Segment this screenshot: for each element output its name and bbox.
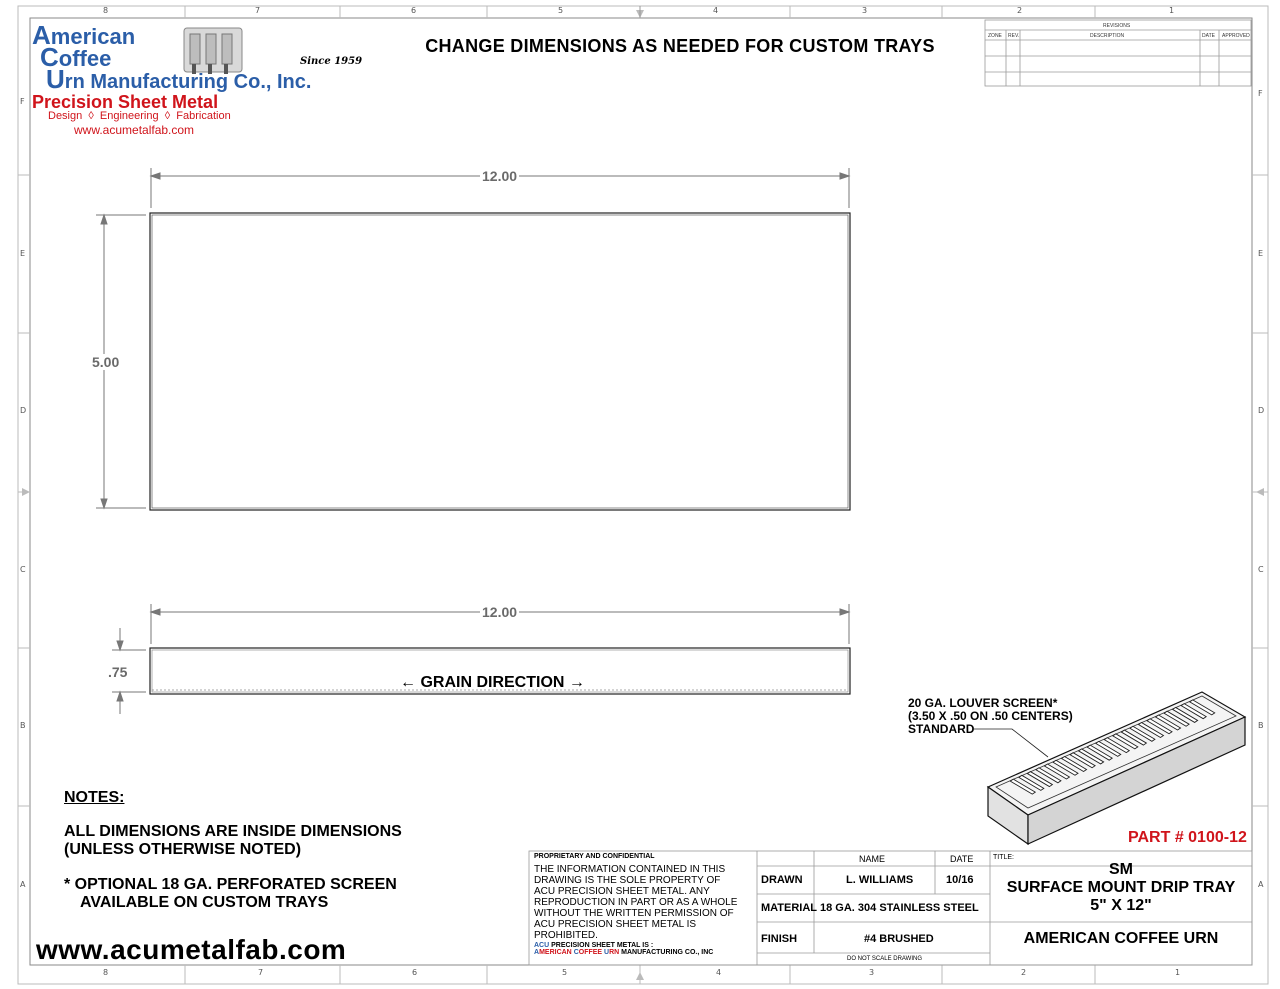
zone-left-E: E: [20, 249, 26, 258]
zone-right-A: A: [1258, 880, 1264, 889]
acu-is-line: ACU PRECISION SHEET METAL IS :: [534, 942, 654, 949]
zone-bottom-8: 8: [103, 968, 109, 977]
zone-left-B: B: [20, 721, 26, 730]
logo-url: www.acumetalfab.com: [74, 123, 195, 137]
zone-bottom-1: 1: [1175, 968, 1181, 977]
notes-block: [64, 789, 402, 912]
zone-top-1: 1: [1169, 6, 1175, 15]
proprietary-line-2: DRAWING IS THE SOLE PROPERTY OF: [534, 875, 721, 886]
revisions-date-col: DATE: [1202, 33, 1215, 39]
name-column-header: NAME: [859, 854, 886, 864]
side-length-dim: 12.00: [482, 604, 518, 620]
louver-callout: [908, 697, 1073, 736]
material-label: MATERIAL: [761, 902, 818, 914]
zone-top-8: 8: [103, 6, 109, 15]
note-2b: AVAILABLE ON CUSTOM TRAYS: [80, 894, 329, 911]
zone-top-5: 5: [558, 6, 564, 15]
revisions-approved-col: APPROVED: [1222, 33, 1250, 39]
revisions-title: REVISIONS: [1103, 23, 1131, 29]
proprietary-line-3: ACU PRECISION SHEET METAL. ANY: [534, 886, 710, 897]
acu-company-line: AMERICAN COFFEE URN MANUFACTURING CO., INC: [534, 949, 714, 956]
proprietary-line-4: REPRODUCTION IN PART OR AS A WHOLE: [534, 897, 738, 908]
note-1b: (UNLESS OTHERWISE NOTED): [64, 841, 302, 858]
drawing-title: [990, 861, 1252, 915]
drawing-title-line-3: 5" X 12": [1090, 897, 1152, 914]
grain-direction-label: ← GRAIN DIRECTION →: [400, 674, 585, 691]
zone-bottom-2: 2: [1021, 968, 1027, 977]
zone-top-4: 4: [713, 6, 719, 15]
zone-bottom-5: 5: [562, 968, 568, 977]
drawn-date: 10/16: [946, 874, 974, 886]
zone-left-A: A: [20, 880, 26, 889]
zone-left-D: D: [20, 406, 27, 415]
logo-since: Since 1959: [300, 56, 363, 67]
revisions-rev-col: REV.: [1008, 33, 1020, 39]
callout-line-1: 20 GA. LOUVER SCREEN*: [908, 696, 1058, 710]
revisions-zone-col: ZONE: [988, 33, 1002, 39]
logo-line-coffee: Coffee: [40, 42, 112, 72]
title-label: TITLE:: [993, 854, 1015, 861]
page-title: CHANGE DIMENSIONS AS NEEDED FOR CUSTOM TRAYS: [425, 36, 935, 56]
scale-note: DO NOT SCALE DRAWING: [847, 956, 923, 962]
zone-right-F: F: [1258, 89, 1263, 98]
website-link[interactable]: www.acumetalfab.com: [36, 934, 347, 965]
drawing-title-line-1: SM: [1109, 861, 1133, 878]
company-logo: [32, 20, 372, 140]
note-1a: ALL DIMENSIONS ARE INSIDE DIMENSIONS: [64, 823, 402, 840]
proprietary-block: [534, 853, 756, 956]
company-name: AMERICAN COFFEE URN: [1023, 930, 1219, 947]
logo-tagline: Precision Sheet Metal: [32, 92, 219, 112]
zone-right-E: E: [1258, 249, 1264, 258]
zone-bottom-3: 3: [869, 968, 875, 977]
zone-right-B: B: [1258, 721, 1264, 730]
zone-bottom-7: 7: [258, 968, 264, 977]
top-length-dim: 12.00: [482, 168, 518, 184]
zone-right-D: D: [1258, 406, 1265, 415]
zone-right-C: C: [1258, 565, 1264, 574]
finish-label: FINISH: [761, 933, 798, 945]
drawn-name: L. WILLIAMS: [846, 874, 914, 886]
note-2a: * OPTIONAL 18 GA. PERFORATED SCREEN: [64, 876, 397, 893]
zone-top-2: 2: [1017, 6, 1023, 15]
proprietary-line-7: PROHIBITED.: [534, 930, 598, 941]
revisions-description-col: DESCRIPTION: [1090, 33, 1125, 39]
logo-line-urn: Urn Manufacturing Co., Inc.: [46, 64, 312, 94]
proprietary-line-6: ACU PRECISION SHEET METAL IS: [534, 919, 697, 930]
callout-line-2: (3.50 X .50 ON .50 CENTERS): [908, 709, 1073, 723]
logo-services: Design ◊ Engineering ◊ Fabrication: [48, 110, 231, 122]
zone-bottom-4: 4: [716, 968, 722, 977]
material-value: 18 GA. 304 STAINLESS STEEL: [820, 902, 979, 914]
zone-bottom-6: 6: [412, 968, 418, 977]
drawing-title-line-2: SURFACE MOUNT DRIP TRAY: [1006, 879, 1236, 896]
drawn-label: DRAWN: [761, 874, 803, 886]
zone-top-6: 6: [411, 6, 417, 15]
zone-top-7: 7: [255, 6, 261, 15]
proprietary-line-5: WITHOUT THE WRITTEN PERMISSION OF: [534, 908, 734, 919]
proprietary-line-1: THE INFORMATION CONTAINED IN THIS: [534, 864, 726, 875]
proprietary-heading: PROPRIETARY AND CONFIDENTIAL: [534, 853, 655, 860]
zone-top-3: 3: [862, 6, 868, 15]
notes-heading: NOTES:: [64, 789, 125, 806]
date-column-header: DATE: [950, 854, 974, 864]
side-height-dim: .75: [108, 664, 128, 680]
callout-line-3: STANDARD: [908, 722, 975, 736]
top-width-dim: 5.00: [92, 354, 120, 370]
part-number: PART # 0100-12: [1128, 829, 1247, 846]
zone-left-C: C: [20, 565, 26, 574]
zone-left-F: F: [20, 97, 25, 106]
finish-value: #4 BRUSHED: [864, 933, 934, 945]
logo-line-american: American: [32, 20, 136, 50]
